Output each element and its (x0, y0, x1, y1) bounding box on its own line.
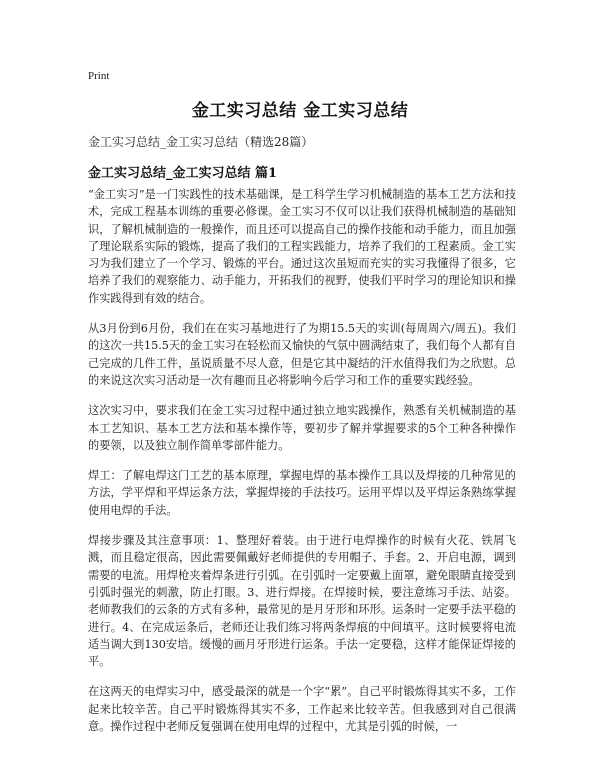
print-label[interactable]: Print (88, 70, 110, 82)
paragraph: “金工实习”是一门实践性的技术基础课，是工科学生学习机械制造的基本工艺方法和技术，完成工程基本训练的重要必修课。金工实习不仅可以让我们获得机械制造的基础知识，了解机械制造的一般操作，而且还可以提高自己的操作技能和动手能力，而且加强了理论联系实际的锻炼，提高了我们的工程实践能力，培养了我们的工程素质。金工实习为我们建立了一个学习、锻炼的平台。通过这次虽短而充实的实习我懂得了很多，它培养了我们的观察能力、动手能力，开拓我们的视野，使我们平时学习的理论知识和操作实践得到有效的结合。 (88, 188, 516, 305)
section-heading: 金工实习总结_金工实习总结 篇1 (88, 166, 278, 181)
paragraph: 焊接步骤及其注意事项：1、整理好着装。由于进行电焊操作的时候有火花、铁屑飞溅，而且稳定很高，因此需要佩戴好老师提供的专用帽子、手套。2、开启电源，调到需要的电流。用焊枪夹着焊条进行引弧。在引弧时一定要戴上面罩，避免眼睛直接受到引弧时强光的刺激，防止打眼。3、进行焊接。在焊接时候，要注意练习手法、站姿。老师教我们的云条的方式有多种，最常见的是月牙形和环形。运条时一定要手法平稳的进行。4、在完成运条后，老师还让我们练习将两条焊痕的中间填平。这时候要将电流适当调大到130安培。缓慢的画月牙形进行运条。手法一定要稳，这样才能保证焊接的平。 (88, 534, 516, 669)
document-title: 金工实习总结 金工实习总结 (191, 101, 409, 121)
body-text (88, 186, 516, 748)
paragraph: 在这两天的电焊实习中，感受最深的就是一个字“累”。自己平时锻炼得其实不多，工作起来比较辛苦。自己平时锻炼得其实不多，工作起来比较辛苦。但我感到对自己很满意。操作过程中老师反复强调在使用电焊的过程中，尤其是引弧的时候，一 (88, 685, 516, 734)
paragraph: 这次实习中，要求我们在金工实习过程中通过独立地实践操作，熟悉有关机械制造的基本工艺知识、基本工艺方法和基本操作等，要初步了解并掌握要求的5个工种各种操作的要领，以及独立制作简单零部件能力。 (88, 404, 516, 452)
paragraph: 从3月份到6月份，我们在在实习基地进行了为期15.5天的实训(每周周六/周五)。我们的这次一共15.5天的金工实习在轻松而又愉快的气氛中圆满结束了，我们每个人都有自己完成的几件工件，虽说质量不尽人意，但是它其中凝结的汗水值得我们为之欣慰。总的来说这次实习活动是一次有趣而且必将影响今后学习和工作的重要实践经验。 (88, 322, 516, 387)
document-subtitle: 金工实习总结_金工实习总结（精选28篇） (88, 135, 314, 149)
paragraph: 焊工：了解电焊这门工艺的基本原理，掌握电焊的基本操作工具以及焊接的几种常见的方法，学平焊和平焊运条方法，掌握焊接的手法技巧。运用平焊以及平焊运条熟练掌握使用电焊的手法。 (88, 469, 516, 517)
